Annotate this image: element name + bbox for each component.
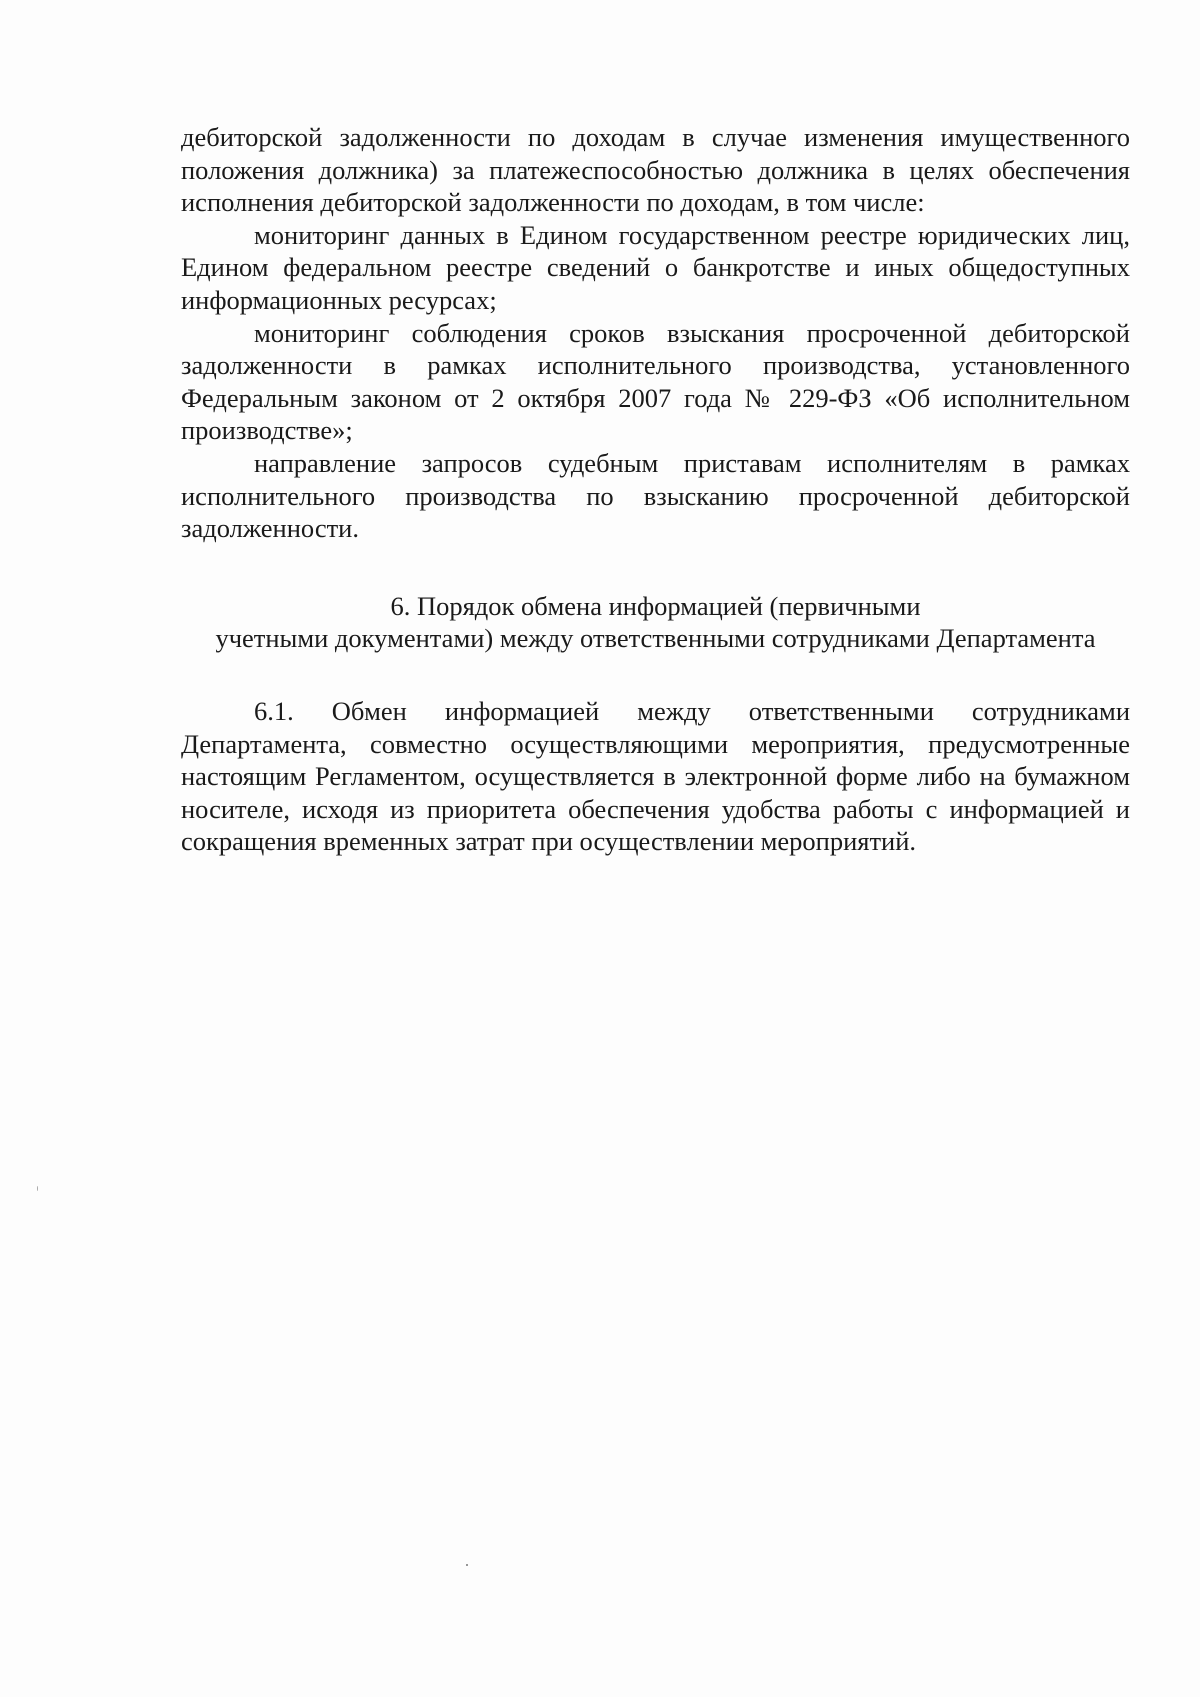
scan-speck <box>37 1186 38 1191</box>
document-body <box>181 121 1130 858</box>
section-heading <box>181 590 1130 655</box>
section-heading-line-2: учетными документами) между ответственными сотрудниками Департамента <box>215 623 1096 654</box>
paragraph-6-1: 6.1. Обмен информацией между ответственными сотрудниками Департамента, совместно осуществляющими мероприятия, предусмотренные настоящим Регламентом, осуществляется в электронной форме либо на бумажном носителе, исходя из приоритета обеспечения удобства работы с информацией и сокращения временных затрат при осуществлении мероприятий. <box>181 695 1130 857</box>
paragraph-debt-monitoring-intro: дебиторской задолженности по доходам в случае изменения имущественного положения должника) за платежеспособностью должника в целях обеспечения исполнения дебиторской задолженности по доходам, в том числе: <box>181 122 1130 218</box>
paragraph-deadline-monitoring: мониторинг соблюдения сроков взыскания просроченной дебиторской задолженности в рамках исполнительного производства, установленного Федеральным законом от 2 октября 2007 года № 229-ФЗ «Об исполнительном производстве»; <box>181 317 1130 446</box>
scan-speck <box>466 1564 468 1566</box>
spacer <box>181 655 1130 695</box>
paragraph-bailiff-requests: направление запросов судебным приставам исполнителям в рамках исполнительного производства по взысканию просроченной дебиторской задолженности. <box>181 447 1130 544</box>
paragraph-registry-monitoring: мониторинг данных в Едином государственном реестре юридических лиц, Едином федеральном реестре сведений о банкротстве и иных общедоступных информационных ресурсах; <box>181 219 1130 315</box>
section-heading-line-1: 6. Порядок обмена информацией (первичными <box>390 590 921 621</box>
